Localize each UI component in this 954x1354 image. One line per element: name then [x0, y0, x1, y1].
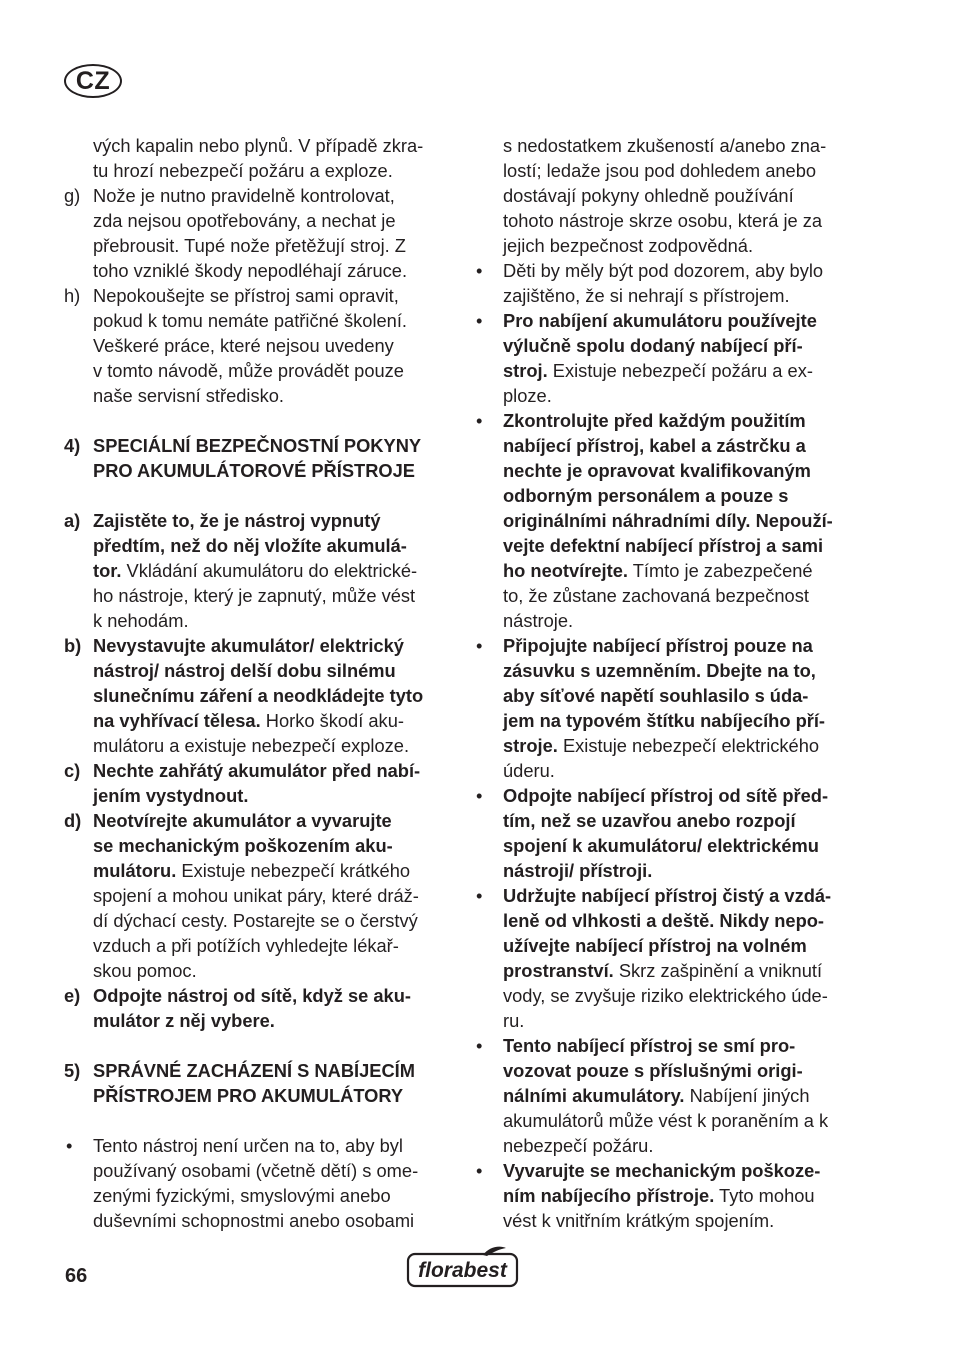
bold-run: mulátoru.: [93, 860, 177, 881]
bold-line: Pro nabíjení akumulátoru používejte: [503, 310, 817, 331]
bold-line: vozovat pouze s příslušnými origi-: [503, 1060, 803, 1081]
text-line: k nehodám.: [93, 610, 189, 631]
text-line: v tomto návodě, může provádět pouze: [93, 360, 404, 381]
text-line: Veškeré práce, které nejsou uvedeny: [93, 335, 394, 356]
bullet-item-4: [474, 408, 862, 633]
bullet-marker: •: [476, 1160, 483, 1181]
bullet-marker: •: [476, 785, 483, 806]
text-line: nástroje.: [503, 610, 574, 631]
section-heading-4: [64, 433, 454, 483]
bold-line: vejte defektní nabíjecí přístroj a sami: [503, 535, 824, 556]
left-column: [64, 133, 454, 1233]
bold-line: Neotvírejte akumulátor a vyvarujte: [93, 810, 392, 831]
florabest-logo: [405, 1246, 520, 1290]
continuation-text: [474, 133, 862, 258]
bullet-marker: •: [476, 260, 483, 281]
heading-line: PRO AKUMULÁTOROVÉ PŘÍSTROJE: [93, 460, 415, 481]
bold-line: nabíjecí přístroj, kabel a zástrčku a: [503, 435, 806, 456]
bold-run: na vyhřívací tělesa.: [93, 710, 261, 731]
list-marker: b): [64, 635, 82, 656]
bold-run: ho neotvírejte.: [503, 560, 628, 581]
bold-line: Nevystavujte akumulátor/ elektrický: [93, 635, 404, 656]
right-column: [474, 133, 862, 1233]
text-line: Nože je nutno pravidelně kontrolovat,: [93, 185, 395, 206]
list-marker: c): [64, 760, 81, 781]
text-line: [93, 558, 454, 583]
text-line: vody, se zvyšuje riziko elektrického úde-: [503, 985, 828, 1006]
list-marker: d): [64, 810, 82, 831]
list-item-e: [64, 983, 454, 1033]
list-marker: e): [64, 985, 81, 1006]
bold-line: Nechte zahřátý akumulátor před nabí-: [93, 760, 421, 781]
list-item-c: [64, 758, 454, 808]
list-marker: h): [64, 285, 81, 306]
bold-line: nástroji/ přístroji.: [503, 860, 653, 881]
bold-line: Odpojte nástroj od sítě, když se aku-: [93, 985, 411, 1006]
bold-line: spojení k akumulátoru/ elektrickému: [503, 835, 819, 856]
text-line: to, že zůstane zachovaná bezpečnost: [503, 585, 809, 606]
text-line: [503, 1183, 862, 1208]
text-line: ploze.: [503, 385, 552, 406]
text-run: Tyto mohou: [714, 1185, 815, 1206]
heading-line: SPECIÁLNÍ BEZPEČNOSTNÍ POKYNY: [93, 435, 422, 456]
bold-line: Tento nabíjecí přístroj se smí pro-: [503, 1035, 796, 1056]
bold-line: Udržujte nabíjecí přístroj čistý a vzdá-: [503, 885, 832, 906]
text-line: jejich bezpečnost zodpovědná.: [503, 235, 754, 256]
text-line: mulátoru a existuje nebezpečí exploze.: [93, 735, 410, 756]
bold-line: odborným personálem a pouze s: [503, 485, 789, 506]
text-line: tu hrozí nebezpečí požáru a exploze.: [93, 160, 393, 181]
language-badge: [64, 64, 122, 98]
bullet-item-5: [474, 633, 862, 783]
text-run: Horko škodí aku-: [260, 710, 404, 731]
bold-run: stroj.: [503, 360, 548, 381]
bold-line: užívejte nabíjecí přístroj na volném: [503, 935, 807, 956]
list-item-b: [64, 633, 454, 758]
section-heading-5: [64, 1058, 454, 1108]
bold-line: mulátor z něj vybere.: [93, 1010, 275, 1031]
text-line: přebrousit. Tupé nože přetěžují stroj. Z: [93, 235, 406, 256]
bold-line: zásuvku s uzemněním. Dbejte na to,: [503, 660, 816, 681]
text-line: zajištěno, že si nehrají s přístrojem.: [503, 285, 790, 306]
text-line: vést k vnitřním krátkým spojením.: [503, 1210, 775, 1231]
text-line: vých kapalin nebo plynů. V případě zkra-: [93, 135, 424, 156]
text-line: dí dýchací cesty. Postarejte se o čerstvý: [93, 910, 418, 931]
text-line: [503, 733, 862, 758]
heading-line: PŘÍSTROJEM PRO AKUMULÁTORY: [93, 1085, 404, 1106]
text-line: nebezpečí požáru.: [503, 1135, 654, 1156]
text-line: [93, 708, 454, 733]
list-item-h: [64, 283, 454, 408]
text-line: naše servisní středisko.: [93, 385, 285, 406]
text-line: [93, 858, 454, 883]
text-line: [503, 958, 862, 983]
text-line: s nedostatkem zkušeností a/anebo zna-: [503, 135, 827, 156]
bold-line: leně od vlhkosti a deště. Nikdy nepo-: [503, 910, 825, 931]
text-run: Tímto je zabezpečené: [627, 560, 813, 581]
bold-line: nechte je opravovat kvalifikovaným: [503, 460, 811, 481]
bullet-marker: •: [66, 1135, 73, 1156]
heading-line: SPRÁVNÉ ZACHÁZENÍ S NABÍJECÍM: [93, 1060, 415, 1081]
text-run: Nabíjení jiných: [684, 1085, 810, 1106]
text-line: pokud k tomu nemáte patřičné školení.: [93, 310, 408, 331]
bullet-marker: •: [476, 1035, 483, 1056]
text-run: Skrz zašpinění a vniknutí: [613, 960, 823, 981]
text-line: úderu.: [503, 760, 555, 781]
bullet-item-7: [474, 883, 862, 1033]
text-line: zenými fyzickými, smyslovými anebo: [93, 1185, 391, 1206]
text-line: vzduch a při potížích vyhledejte lékař-: [93, 935, 399, 956]
bullet-marker: •: [476, 310, 483, 331]
bold-line: Odpojte nabíjecí přístroj od sítě před-: [503, 785, 829, 806]
bullet-item-1: [64, 1133, 454, 1233]
bold-run: stroje.: [503, 735, 558, 756]
list-marker: a): [64, 510, 81, 531]
text-line: ru.: [503, 1010, 525, 1031]
bold-line: Zkontrolujte před každým použitím: [503, 410, 806, 431]
text-line: skou pomoc.: [93, 960, 197, 981]
text-line: Nepokoušejte se přístroj sami opravit,: [93, 285, 399, 306]
text-line: ho nástroje, který je zapnutý, může vést: [93, 585, 416, 606]
bold-line: se mechanickým poškozením aku-: [93, 835, 393, 856]
bold-run: nálními akumulátory.: [503, 1085, 685, 1106]
text-run: Existuje nebezpečí elektrického: [557, 735, 820, 756]
continuation-text: [64, 133, 454, 183]
bullet-item-2: [474, 258, 862, 308]
bold-line: tím, než se uzavřou anebo rozpojí: [503, 810, 796, 831]
text-run: Existuje nebezpečí požáru a ex-: [547, 360, 813, 381]
text-line: toho vzniklé škody nepodléhají záruce.: [93, 260, 408, 281]
bold-run: tor.: [93, 560, 122, 581]
list-item-g: [64, 183, 454, 283]
text-line: [503, 358, 862, 383]
text-line: duševními schopnostmi anebo osobami: [93, 1210, 415, 1231]
bullet-marker: •: [476, 410, 483, 431]
bold-line: slunečnímu záření a neodkládejte tyto: [93, 685, 424, 706]
bullet-item-8: [474, 1033, 862, 1158]
bold-line: nástroj/ nástroj delší dobu silnému: [93, 660, 396, 681]
list-item-d: [64, 808, 454, 983]
bold-line: předtím, než do něj vložíte akumulá-: [93, 535, 407, 556]
text-line: tohoto nástroje skrze osobu, která je za: [503, 210, 823, 231]
bold-line: originálními náhradními díly. Nepouží-: [503, 510, 833, 531]
section-number: 4): [64, 435, 81, 456]
text-line: [503, 1083, 862, 1108]
text-line: [503, 558, 862, 583]
bullet-item-3: [474, 308, 862, 408]
list-item-a: [64, 508, 454, 633]
section-number: 5): [64, 1060, 81, 1081]
text-line: akumulátorů může vést k poraněním a k: [503, 1110, 829, 1131]
text-run: Vkládání akumulátoru do elektrické-: [121, 560, 418, 581]
page-number: 66: [65, 1265, 88, 1287]
bullet-marker: •: [476, 885, 483, 906]
svg-text:florabest: florabest: [418, 1259, 507, 1282]
text-line: zda nejsou opotřebovány, a nechat je: [93, 210, 396, 231]
bold-line: jem na typovém štítku nabíjecího pří-: [503, 710, 826, 731]
bold-run: ním nabíjecího přístroje.: [503, 1185, 715, 1206]
bold-line: Vyvarujte se mechanickým poškoze-: [503, 1160, 821, 1181]
bold-line: výlučně spolu dodaný nabíjecí pří-: [503, 335, 803, 356]
text-line: lostí; ledaže jsou pod dohledem anebo: [503, 160, 817, 181]
text-line: používaný osobami (včetně dětí) s ome-: [93, 1160, 419, 1181]
list-marker: g): [64, 185, 81, 206]
text-line: dostávají pokyny ohledně používání: [503, 185, 794, 206]
bold-line: aby síťové napětí souhlasilo s úda-: [503, 685, 809, 706]
bold-line: jením vystydnout.: [93, 785, 249, 806]
bullet-item-6: [474, 783, 862, 883]
bold-line: Připojujte nabíjecí přístroj pouze na: [503, 635, 813, 656]
text-run: Existuje nebezpečí krátkého: [176, 860, 411, 881]
bold-run: prostranství.: [503, 960, 614, 981]
bullet-item-9: [474, 1158, 862, 1233]
text-line: spojení a mohou unikat páry, které dráž-: [93, 885, 419, 906]
language-badge-label: CZ: [75, 66, 111, 95]
text-line: Děti by měly být pod dozorem, aby bylo: [503, 260, 824, 281]
bullet-marker: •: [476, 635, 483, 656]
text-line: Tento nástroj není určen na to, aby byl: [93, 1135, 403, 1156]
bold-line: Zajistěte to, že je nástroj vypnutý: [93, 510, 381, 531]
